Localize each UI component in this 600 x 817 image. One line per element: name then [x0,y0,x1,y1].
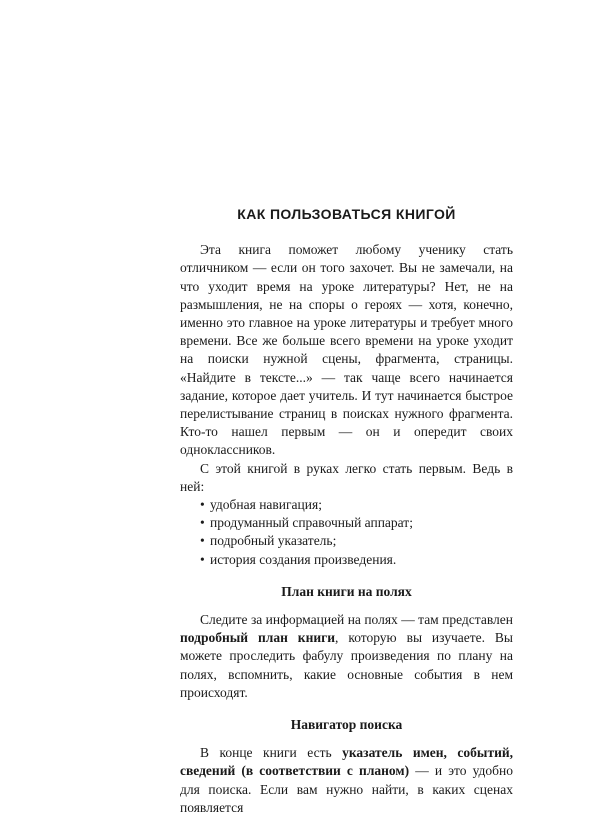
section-heading-plan: План книги на полях [281,583,412,599]
list-item: • продуманный справочный аппарат; [200,514,513,532]
navigator-text-after: — и это удобно для поиска. Если вам нужно найти, в каких сценах появляется [180,763,514,815]
intro-paragraph-2: С этой книгой в руках легко стать первым. Ведь в ней: [180,460,513,494]
plan-paragraph [180,611,513,702]
list-item: • подробный указатель; [200,532,513,550]
plan-text-bold: подробный план книги [180,630,336,646]
list-item: • история создания произведения. [200,551,513,569]
plan-text-before: Следите за информацией на полях — там представлен [200,612,513,628]
features-list [180,496,513,569]
navigator-paragraph [180,744,513,817]
section-heading-navigator: Навигатор поиска [290,717,403,733]
list-item: • удобная навигация; [200,496,513,514]
navigator-text-before: В конце книги есть [200,745,343,761]
navigator-text-bold: указатель имен, событий, сведений (в соответствии с планом) [180,745,514,779]
page-content [180,205,513,817]
plan-text-after: , которую вы изучаете. Вы можете проследить фабулу произведения по плану на полях, вспомнить, какие основные события в нем происходят. [180,630,513,700]
intro-paragraph-1: Эта книга поможет любому ученику стать отличником — если он того захочет. Вы не замечали, на что уходит время на уроке литературы? Нет, не на размышления, не на споры о героях — хотя, конечно, именно это главное на уроке литературы и требует много времени. Все же больше всего времени на уроке уходит на поиски нужной сцены, фрагмента, страницы. «Найдите в тексте...» — так чаще всего начинается задание, которое дает учитель. И тут начинается быстрое перелистывание страниц в поисках нужного фрагмента. Кто-то нашел первым — он и опередит своих одноклассников. [180,242,513,458]
page-title: КАК ПОЛЬЗОВАТЬСЯ КНИГОЙ [237,206,456,222]
